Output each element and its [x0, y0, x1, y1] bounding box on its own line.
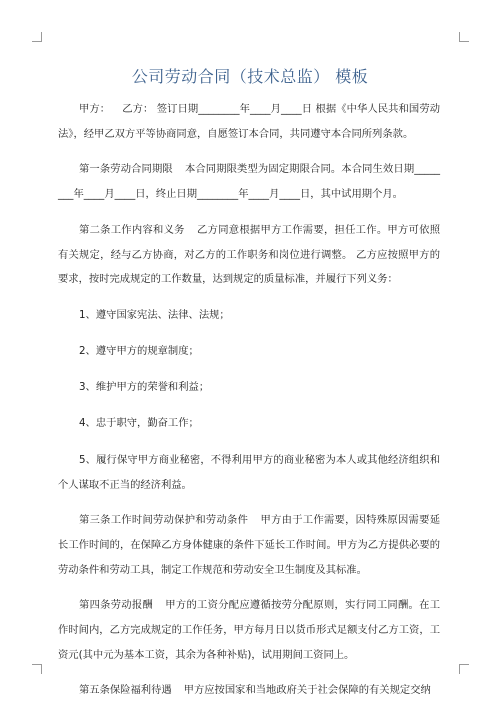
- duty-item-3: 3、维护甲方的荣誉和利益；: [79, 381, 210, 394]
- article-4-paragraph: [58, 593, 440, 668]
- article-1-paragraph: [58, 157, 440, 207]
- document-body: [58, 97, 440, 714]
- article-5-text: 甲方应按国家和当地政府关于社会保障的有关规定交纳: [183, 684, 431, 697]
- duty-item-4: 4、忠于职守，勤奋工作；: [79, 417, 199, 430]
- article-4-heading: 第四条劳动报酬: [79, 599, 154, 612]
- article-2-paragraph: [58, 218, 440, 293]
- article-3-heading: 第三条工作时间劳动保护和劳动条件: [79, 513, 249, 526]
- party-a-label: 甲方：: [79, 103, 111, 115]
- duty-item-2: 2、遵守甲方的规章制度；: [79, 345, 199, 358]
- duty-item-5: 5、履行保守甲方商业秘密，不得利用甲方的商业秘密为本人或其他经济组织和个人谋取不正当的经济利益。: [58, 453, 440, 491]
- article-1-text: 本合同期限类型为固定期限合同。本合同生效日期________年____月____日，终止日期________年____月____日，其中试用期个月。: [58, 163, 440, 201]
- document-title: 公司劳动合同（技术总监） 模板: [131, 67, 369, 86]
- article-5-heading: 第五条保险福利待遇: [79, 684, 172, 697]
- crop-mark-bottom-right: [459, 664, 469, 674]
- article-3-text: 甲方由于工作需要，因特殊原因需要延长工作时间的，在保障乙方身体健康的条件下延长工作时间。甲方为乙方提供必要的劳动条件和劳动工具，制定工作规范和劳动安全卫生制度及其标准。: [58, 513, 441, 576]
- article-5-paragraph: [58, 678, 440, 703]
- article-2-text: 乙方同意根据甲方工作需要，担任工作。甲方可依照有关规定，经与乙方协商，对乙方的工作职务和岗位进行调整。 乙方应按照甲方的要求，按时完成规定的工作数量，达到规定的质量标准，并履行下列义务：: [58, 223, 441, 286]
- crop-mark-top-right: [459, 32, 469, 42]
- crop-mark-bottom-left: [32, 664, 42, 674]
- preamble-text: 乙方： 签订日期________年____月____日 根据《中华人民共和国劳动法》，经甲乙双方平等协商同意，自愿签订本合同，共同遵守本合同所列条款。: [58, 103, 440, 140]
- crop-mark-top-left: [32, 32, 42, 42]
- article-3-paragraph: [58, 508, 440, 583]
- preamble-paragraph: [58, 97, 440, 147]
- article-4-text: 甲方的工资分配应遵循按劳分配原则，实行同工同酬。在工作时间内，乙方完成规定的工作任务，甲方每月日以货币形式足额支付乙方工资，工资元(其中元为基本工资，其余为各种补贴)，试用期间工资同上。: [58, 599, 440, 661]
- article-1-heading: 第一条劳动合同期限: [79, 163, 173, 176]
- article-2-heading: 第二条工作内容和义务: [79, 223, 185, 236]
- duty-item-1: 1、遵守国家宪法、法律、法规；: [79, 308, 230, 321]
